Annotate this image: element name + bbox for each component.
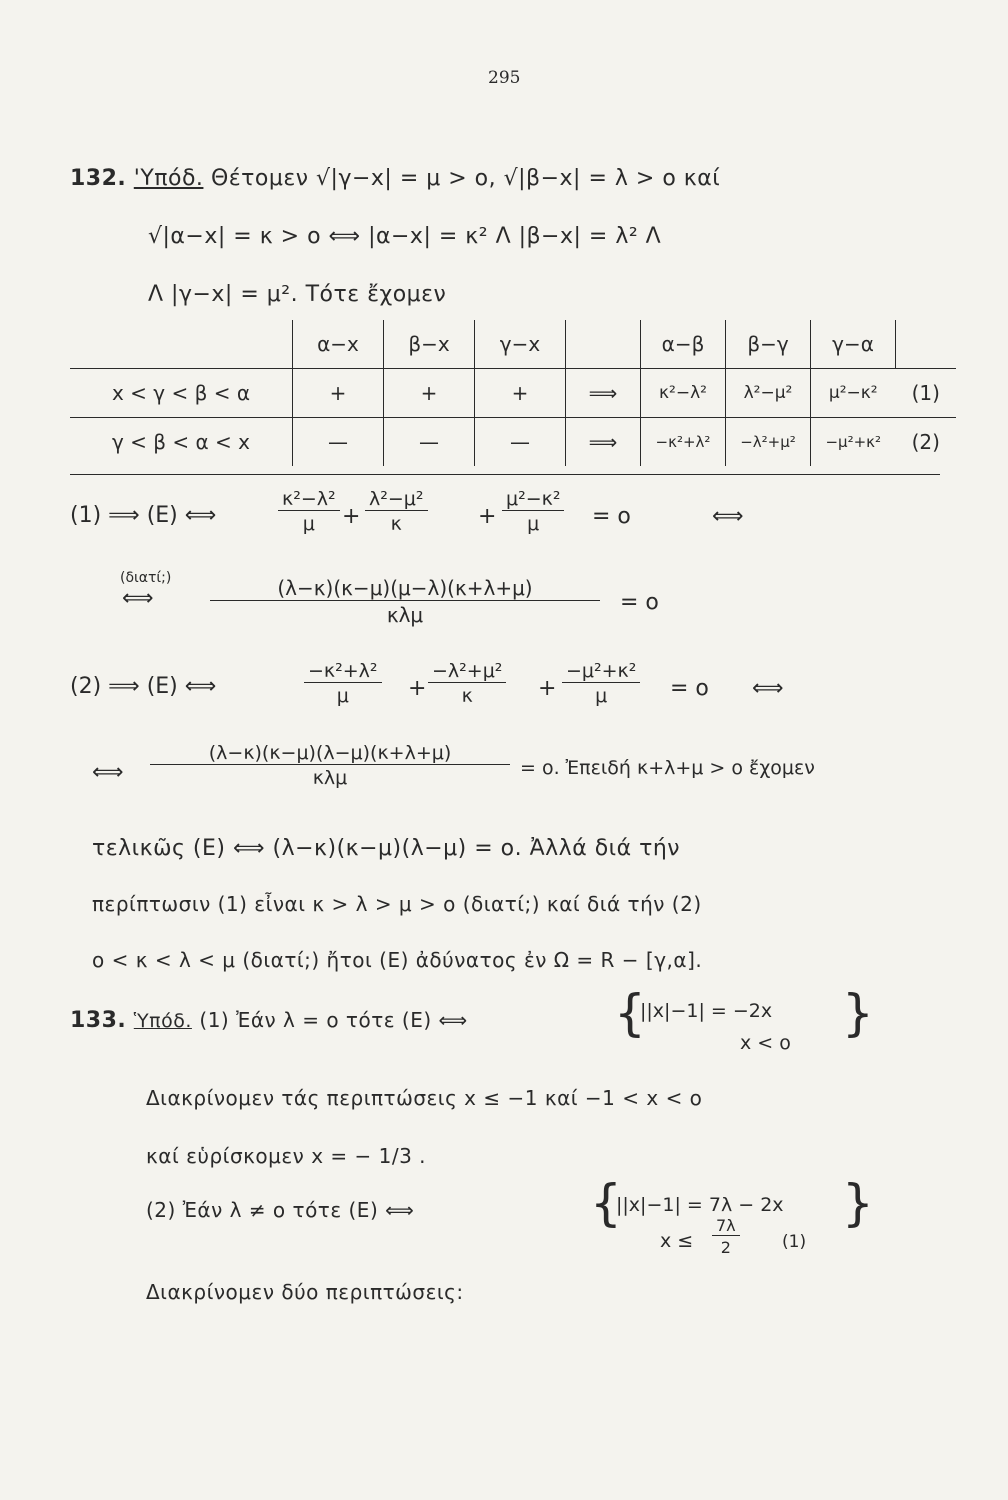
text-line: ο < κ < λ < μ (διατί;) ἤτοι (E) ἀδύνατος ἐν Ω = R − [γ,α]. <box>92 948 703 972</box>
case-2-line: (2) Ἐάν λ ≠ ο τότε (E) ⟺ <box>146 1198 415 1222</box>
numerator: κ²−λ² <box>278 488 340 511</box>
fraction <box>502 488 564 535</box>
table-cell <box>566 320 641 369</box>
table-cell: + <box>475 369 566 418</box>
exercise-132-line-1 <box>70 166 720 191</box>
hint-label: 'Υπόδ. <box>133 166 204 191</box>
right-brace: } <box>842 984 874 1042</box>
table-cell: κ²−λ² <box>641 369 726 418</box>
hint-label: Ὑπόδ. <box>133 1010 192 1032</box>
table-cell: + <box>293 369 384 418</box>
denominator: κλμ <box>312 767 348 789</box>
exercise-132-line-3: Λ |γ−x| = μ². Τότε ἔχομεν <box>148 282 447 307</box>
exercise-133-line-1 <box>70 1008 468 1033</box>
why-note: (διατί;) <box>120 570 172 586</box>
table-cell: x < γ < β < α <box>111 381 251 405</box>
numerator: μ²−κ² <box>502 488 564 511</box>
exercise-number: 132. <box>70 166 127 191</box>
table-cell <box>70 320 293 369</box>
equals-zero: = ο <box>670 676 709 701</box>
numerator: 7λ <box>712 1216 740 1236</box>
table-cell: −μ²+κ² <box>811 418 896 467</box>
table-cell: −λ²+μ² <box>726 418 811 467</box>
table-cell: λ²−μ² <box>726 369 811 418</box>
table-cell <box>896 320 957 369</box>
table-cell: μ²−κ² <box>811 369 896 418</box>
table-header: γ−α <box>811 320 896 369</box>
equivalence-arrow: ⟺ <box>712 504 744 529</box>
system-line: ||x|−1| = −2x <box>640 1000 773 1022</box>
text-line: (1) Ἐάν λ = ο τότε (E) ⟺ <box>199 1008 468 1032</box>
text-line: Θέτομεν √|γ−x| = μ > ο, √|β−x| = λ > ο καί <box>210 166 721 191</box>
fraction <box>304 660 382 707</box>
table-header: β−γ <box>726 320 811 369</box>
numerator: λ²−μ² <box>365 488 428 511</box>
fraction <box>278 488 340 535</box>
table-cell: γ < β < α < x <box>111 430 251 454</box>
table-cell: + <box>384 369 475 418</box>
left-brace: { <box>590 1174 622 1232</box>
denominator: μ <box>302 513 315 535</box>
right-brace: } <box>842 1174 874 1232</box>
fraction <box>562 660 640 707</box>
text-line: τελικῶς (E) ⟺ (λ−κ)(κ−μ)(λ−μ) = ο. Ἀλλά διά τήν <box>92 836 681 861</box>
table-cell: −κ²+λ² <box>641 418 726 467</box>
table-row <box>70 418 956 467</box>
left-brace: { <box>614 984 646 1042</box>
table-cell: ⟹ <box>566 418 641 467</box>
table-header-row <box>70 320 956 369</box>
equals-zero: = ο <box>620 590 659 615</box>
numerator: (λ−κ)(κ−μ)(μ−λ)(κ+λ+μ) <box>210 576 600 601</box>
equation-2-lead: (2) ⟹ (E) ⟺ <box>70 674 217 699</box>
equivalence-arrow: ⟺ <box>122 586 154 611</box>
denominator: μ <box>336 685 349 707</box>
numerator: −κ²+λ² <box>304 660 382 683</box>
plus-sign: + <box>538 676 557 701</box>
sign-table <box>70 320 956 466</box>
table-header: α−x <box>293 320 384 369</box>
page-number: 295 <box>488 68 521 88</box>
numerator: −μ²+κ² <box>562 660 640 683</box>
fraction <box>712 1216 740 1257</box>
system-line: ||x|−1| = 7λ − 2x <box>616 1194 784 1216</box>
equation-1-lead: (1) ⟹ (E) ⟺ <box>70 503 217 528</box>
fraction <box>365 488 428 535</box>
equivalence-arrow: ⟺ <box>752 676 784 701</box>
numerator: −λ²+μ² <box>428 660 506 683</box>
plus-sign: + <box>478 504 497 529</box>
table-cell: ⟹ <box>566 369 641 418</box>
table-header: γ−x <box>475 320 566 369</box>
plus-sign: + <box>342 504 361 529</box>
text-line: καί εὑρίσκομεν x = − 1/3 . <box>146 1144 427 1168</box>
numerator: (λ−κ)(κ−μ)(λ−μ)(κ+λ+μ) <box>150 742 510 765</box>
denominator: μ <box>527 513 540 535</box>
table-cell: (1) <box>911 381 940 405</box>
denominator: 2 <box>720 1238 731 1257</box>
text-line: = ο. Ἐπειδή κ+λ+μ > ο ἔχομεν <box>520 757 815 779</box>
equation-tag: (1) <box>782 1232 807 1252</box>
table-bottom-rule <box>70 474 940 475</box>
denominator: μ <box>595 685 608 707</box>
table-cell: — <box>475 418 566 467</box>
plus-sign: + <box>408 676 427 701</box>
equals-zero: = ο <box>592 504 631 529</box>
exercise-number: 133. <box>70 1008 127 1033</box>
fraction <box>150 742 510 789</box>
text-line: περίπτωσιν (1) εἶναι κ > λ > μ > ο (διατί;) καί διά τήν (2) <box>92 892 702 916</box>
fraction <box>428 660 506 707</box>
denominator: κλμ <box>386 603 424 627</box>
exercise-132-line-2: √|α−x| = κ > ο ⟺ |α−x| = κ² Λ |β−x| = λ² Λ <box>148 224 662 249</box>
table-cell: (2) <box>911 430 940 454</box>
fraction <box>210 576 600 627</box>
table-row <box>70 369 956 418</box>
equivalence-arrow: ⟺ <box>92 760 124 785</box>
system-line: x ≤ <box>660 1230 694 1252</box>
text-line: Διακρίνομεν τάς περιπτώσεις x ≤ −1 καί −1 < x < ο <box>146 1086 703 1110</box>
table-cell: — <box>384 418 475 467</box>
denominator: κ <box>390 513 402 535</box>
table-header: α−β <box>641 320 726 369</box>
table-cell: — <box>293 418 384 467</box>
denominator: κ <box>461 685 473 707</box>
system-line: x < ο <box>740 1032 791 1054</box>
table-header: β−x <box>384 320 475 369</box>
text-line: Διακρίνομεν δύο περιπτώσεις: <box>146 1280 464 1304</box>
